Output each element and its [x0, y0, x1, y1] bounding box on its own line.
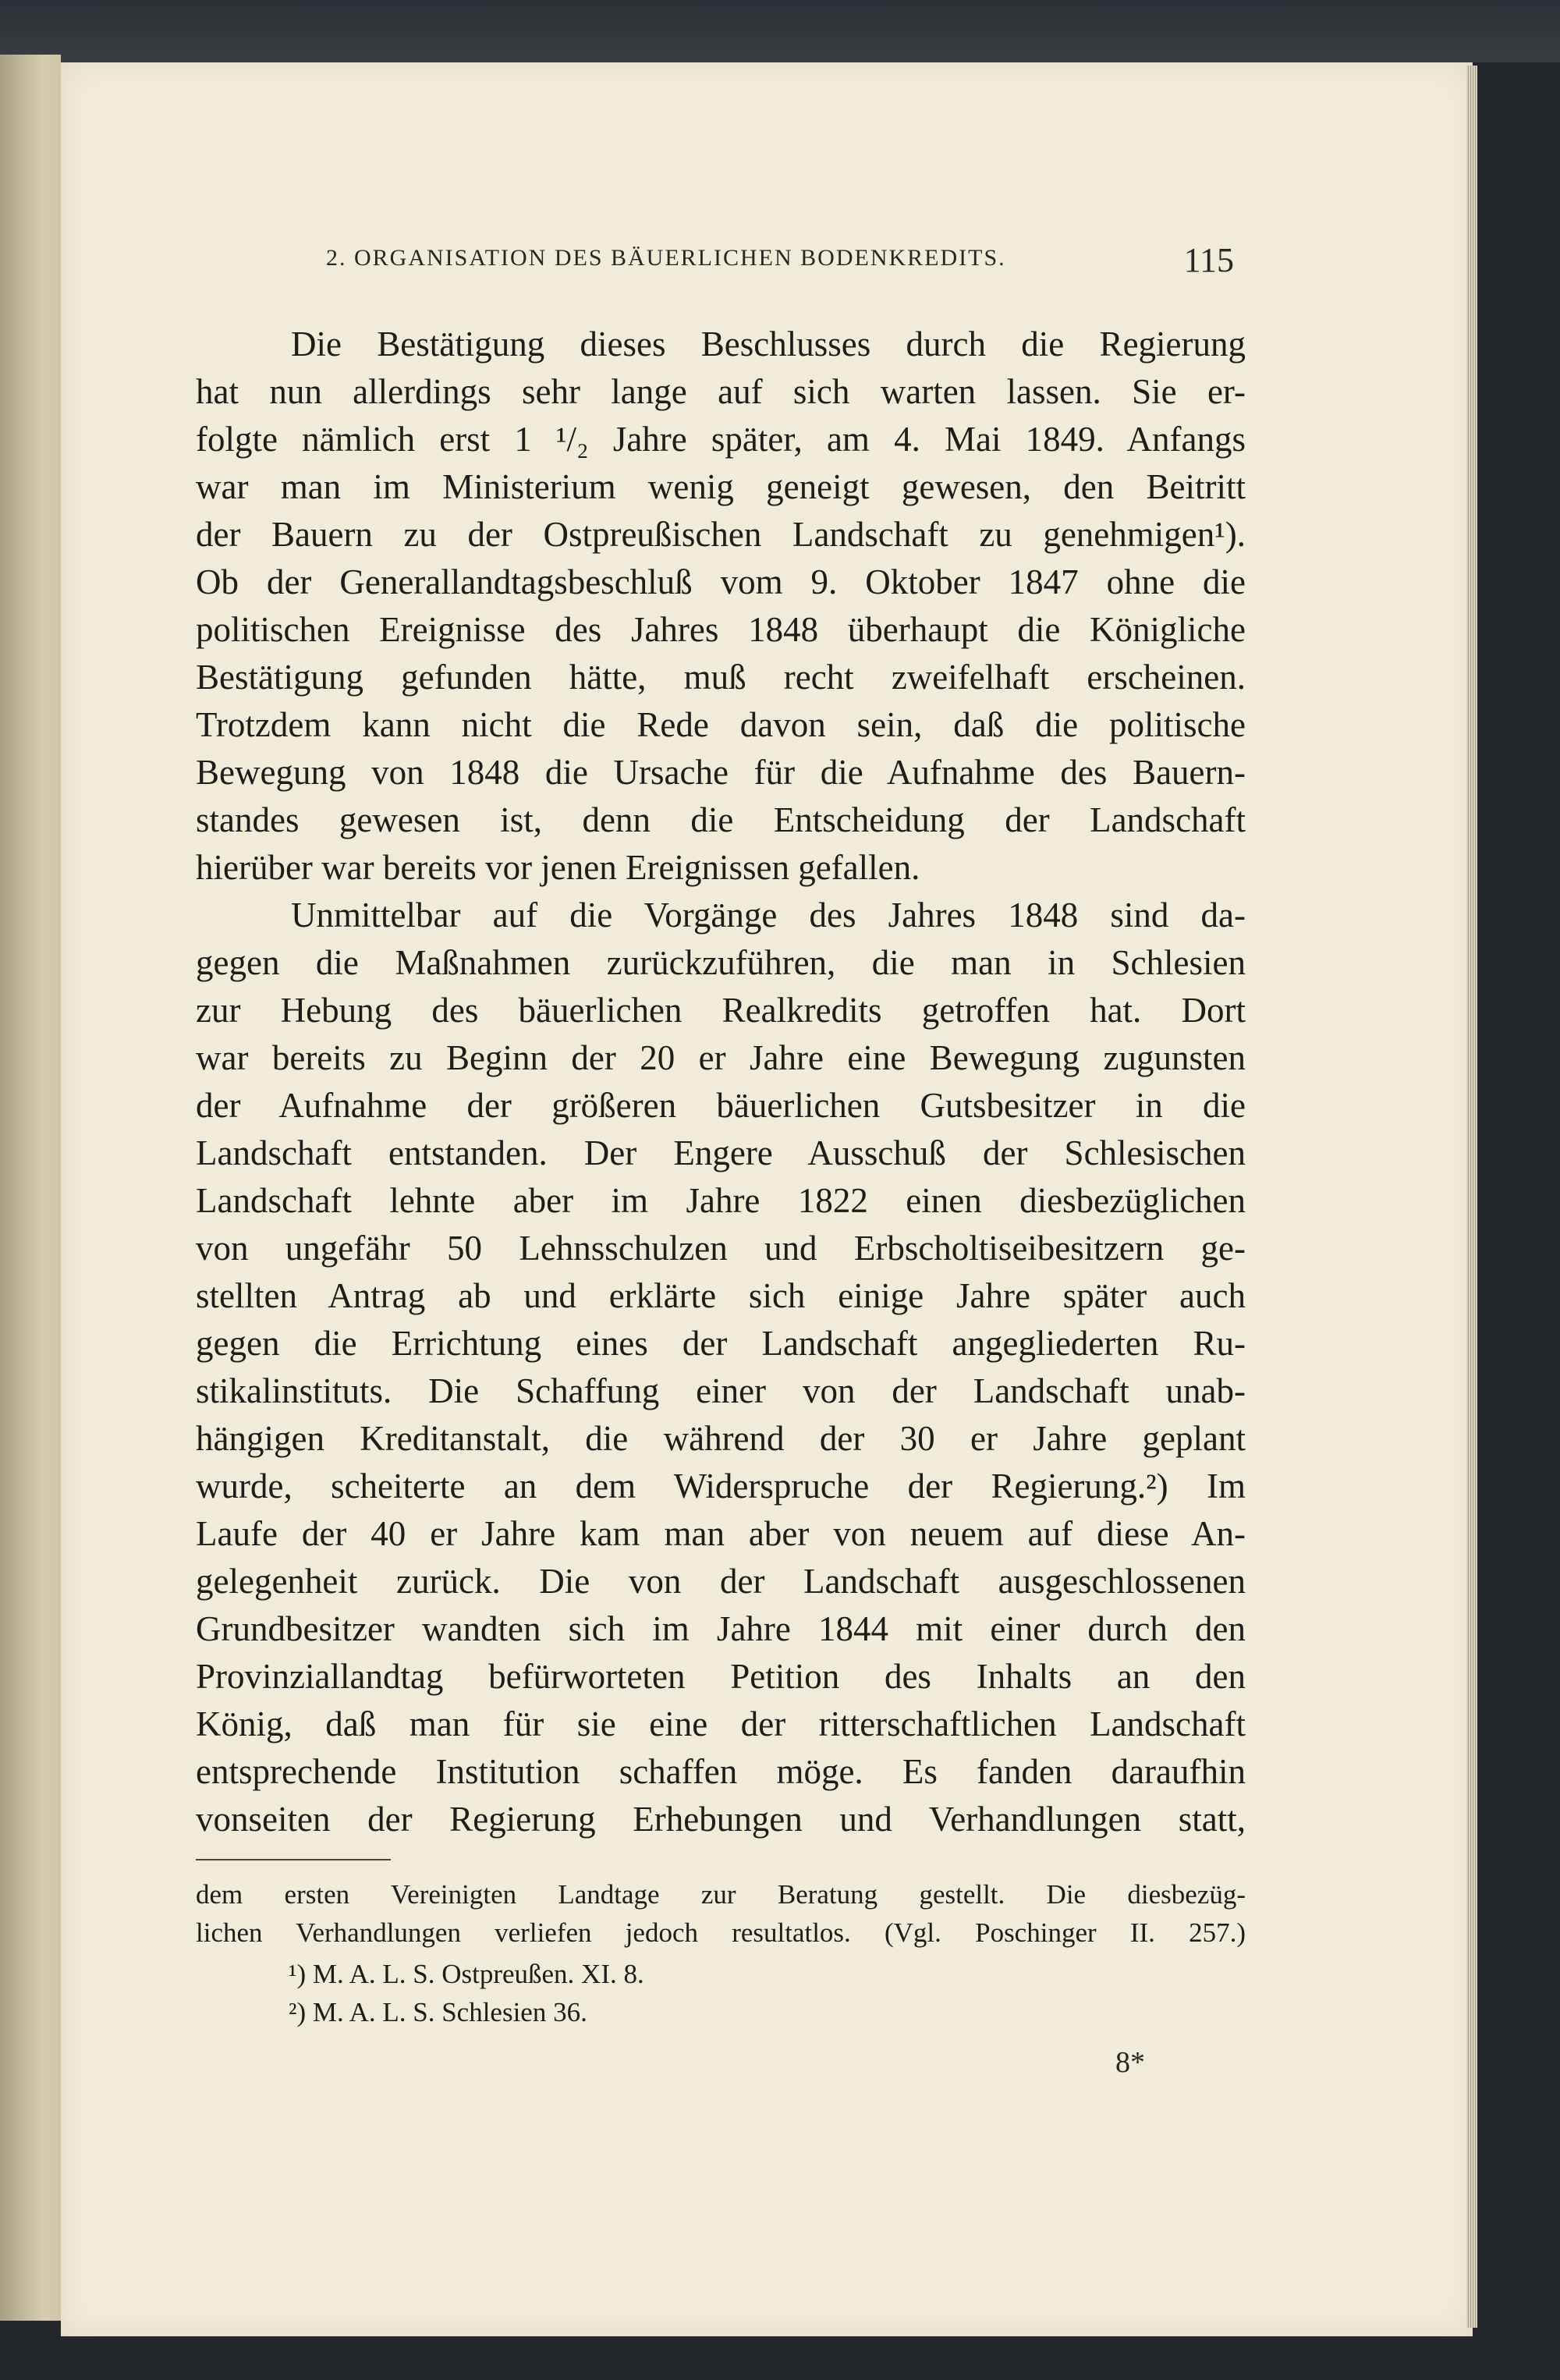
footnote-line: lichen Verhandlungen verliefen jedoch resultatlos. (Vgl. Poschinger II. 257.): [196, 1917, 1246, 1948]
body-line: hat nun allerdings sehr lange auf sich warten lassen. Sie er-: [196, 372, 1246, 411]
body-line: war bereits zu Beginn der 20 er Jahre eine Bewegung zugunsten: [196, 1038, 1246, 1077]
body-line: gelegenheit zurück. Die von der Landschaft ausgeschlossenen: [196, 1562, 1246, 1601]
body-line: hierüber war bereits vor jenen Ereignissen gefallen.: [196, 848, 920, 887]
footnote-rule: [196, 1859, 391, 1860]
body-line: Landschaft entstanden. Der Engere Ausschuß der Schlesischen: [196, 1133, 1246, 1172]
body-line: der Bauern zu der Ostpreußischen Landschaft zu genehmigen¹).: [196, 515, 1246, 554]
body-line: Die Bestätigung dieses Beschlusses durch die Regierung: [291, 325, 1246, 364]
scan-background: [0, 0, 1560, 62]
body-line: Unmittelbar auf die Vorgänge des Jahres 1848 sind da-: [291, 896, 1246, 935]
body-line: von ungefähr 50 Lehnsschulzen und Erbscholtiseibesitzern ge-: [196, 1229, 1246, 1268]
body-line: standes gewesen ist, denn die Entscheidung der Landschaft: [196, 800, 1246, 839]
body-line: gegen die Errichtung eines der Landschaft angegliederten Ru-: [196, 1324, 1246, 1363]
body-line: folgte nämlich erst 1 ¹/₂ Jahre später, am 4. Mai 1849. Anfangs: [196, 420, 1246, 459]
body-line: zur Hebung des bäuerlichen Realkredits getroffen hat. Dort: [196, 991, 1246, 1030]
footnote-line: dem ersten Vereinigten Landtage zur Beratung gestellt. Die diesbezüg-: [196, 1879, 1246, 1910]
body-line: Provinziallandtag befürworteten Petition des Inhalts an den: [196, 1657, 1246, 1696]
page-stack-edge: [1466, 66, 1477, 2328]
facing-page-edge: [0, 55, 61, 2321]
body-line: der Aufnahme der größeren bäuerlichen Gutsbesitzer in die: [196, 1086, 1246, 1125]
body-line: entsprechende Institution schaffen möge. Es fanden daraufhin: [196, 1752, 1246, 1791]
body-line: Laufe der 40 er Jahre kam man aber von neuem auf diese An-: [196, 1514, 1246, 1553]
body-line: war man im Ministerium wenig geneigt gewesen, den Beitritt: [196, 467, 1246, 506]
body-line: Ob der Generallandtagsbeschluß vom 9. Oktober 1847 ohne die: [196, 562, 1246, 601]
body-line: Bestätigung gefunden hätte, muß recht zweifelhaft erscheinen.: [196, 658, 1246, 697]
body-line: hängigen Kreditanstalt, die während der 30 er Jahre geplant: [196, 1419, 1246, 1458]
body-line: stellten Antrag ab und erklärte sich einige Jahre später auch: [196, 1276, 1246, 1315]
body-line: gegen die Maßnahmen zurückzuführen, die man in Schlesien: [196, 943, 1246, 982]
body-line: stikalinstituts. Die Schaffung einer von der Landschaft unab-: [196, 1371, 1246, 1410]
page-number: 115: [1183, 241, 1234, 279]
body-line: König, daß man für sie eine der ritterschaftlichen Landschaft: [196, 1704, 1246, 1743]
body-line: Grundbesitzer wandten sich im Jahre 1844 mit einer durch den: [196, 1609, 1246, 1648]
body-line: Bewegung von 1848 die Ursache für die Aufnahme des Bauern-: [196, 753, 1246, 792]
running-header: 2. ORGANISATION DES BÄUERLICHEN BODENKREDITS.: [326, 245, 1006, 271]
body-line: politischen Ereignisse des Jahres 1848 überhaupt die Königliche: [196, 610, 1246, 649]
body-line: wurde, scheiterte an dem Widerspruche der Regierung.²) Im: [196, 1467, 1246, 1506]
footnote-2: ²) M. A. L. S. Schlesien 36.: [289, 1997, 587, 2027]
body-line: vonseiten der Regierung Erhebungen und Verhandlungen statt,: [196, 1800, 1246, 1839]
footnote-1: ¹) M. A. L. S. Ostpreußen. XI. 8.: [289, 1959, 644, 1989]
printer-signature-mark: 8*: [1115, 2046, 1145, 2079]
body-line: Landschaft lehnte aber im Jahre 1822 einen diesbezüglichen: [196, 1181, 1246, 1220]
body-line: Trotzdem kann nicht die Rede davon sein, daß die politische: [196, 705, 1246, 744]
